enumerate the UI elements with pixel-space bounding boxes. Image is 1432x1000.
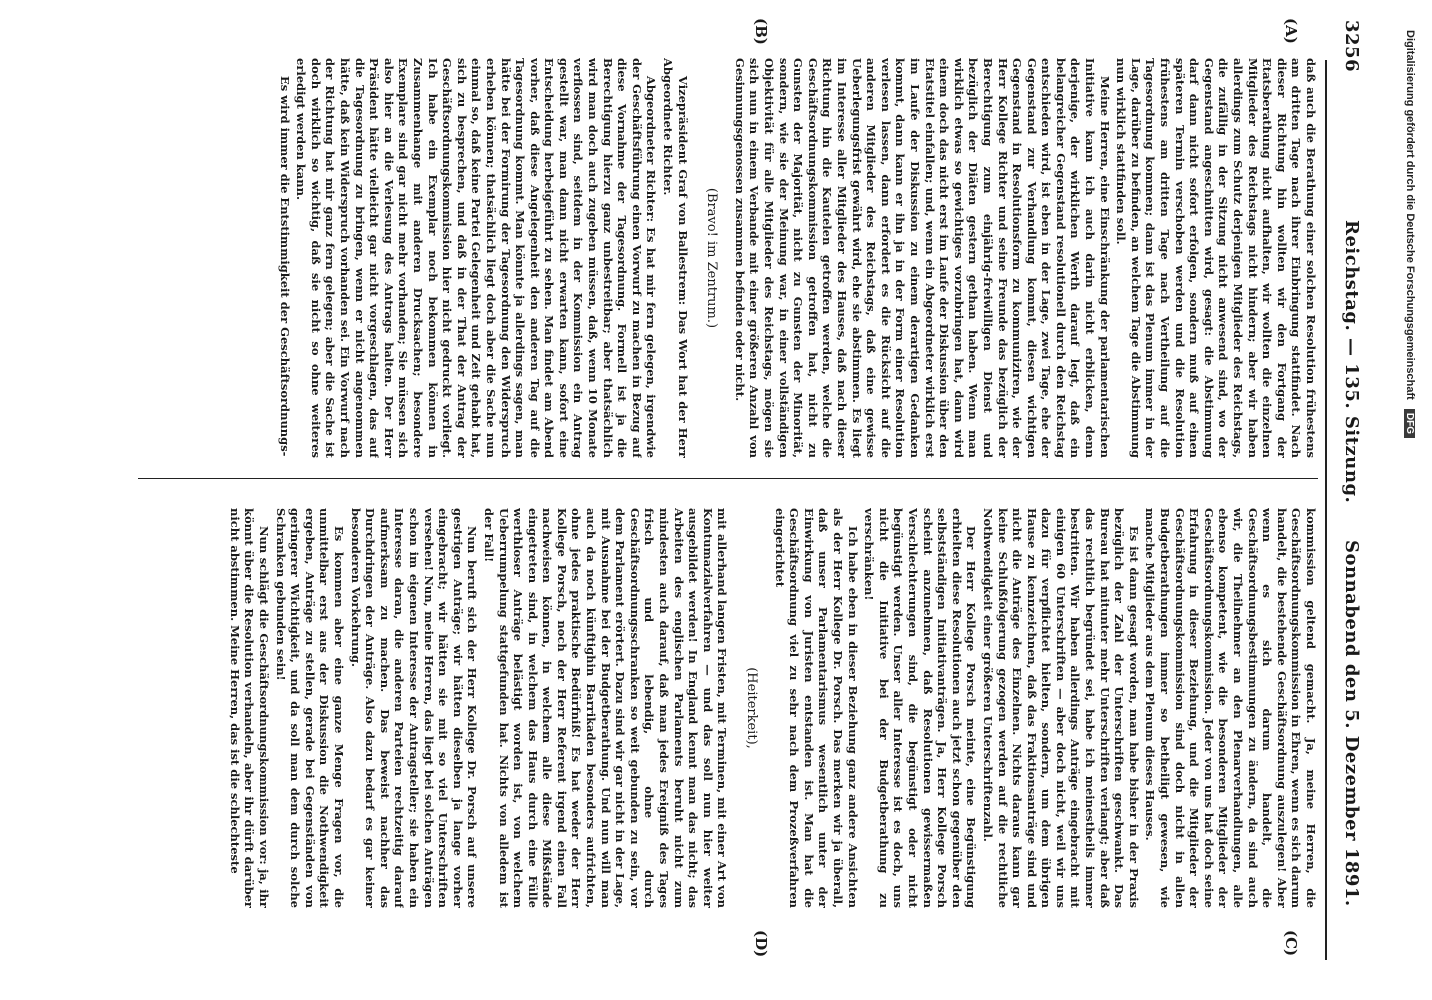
paragraph: Meine Herren, eine Einschränkung der parlamentarischen Initiative kann ich auch darin nicht erblicken, denn derjenige, der wirklichen Werth darauf legt, daß ein belangreicher Gegenstand resolutionell durch den Reichstag entschieden wird, ist eben in der Lage, zwei Tage, ehe der Gegenstand zur Verhandlung kommt, diesen wichtigen Gegenstand in Resolutionsform zu kommuniziren, wie der Herr Kollege Richter und seine Freunde das bezüglich der Berechtigung zum einjährig-freiwilligen Dienst und bezüglich der Diäten gestern gethan haben. Wenn man wirklich etwas so gewichtiges vorzubringen hat, dann wird einem doch das nicht erst im Laufe der Diskussion über den Etatstitel einfallen; und, wenn ein Abgeordneter wirklich erst im Laufe der Diskussion zu einem derartigen Gedanken kommt, dann kann er ihn ja in der Form einer Resolution verlesen lassen, dann erfordert es die Rücksicht auf die anderen Mitglieder des Reichstags, daß eine gewisse Ueberlegungsfrist gewährt wird, ehe sie abstimmen. Es liegt im Interesse aller Mitglieder des Hauses, daß nach dieser Richtung hin die Kautelen getroffen werden, welche die Geschäftsordnungskommission getroffen hat, nicht zu Gunsten der Majorität, nicht zu Gunsten der Minorität, sondern, wie sie der Meinung war, in einer vollständigen Objektivität für alle Mitglieder des Reichstags, mögen sie sich nun in einem Verbande mit einer größeren Anzahl von Gesinnungsgenossen zusammen befinden oder nicht. <box>732 58 1112 458</box>
right-column <box>138 508 1318 908</box>
column-divider <box>138 478 1318 479</box>
page-number: 3256 <box>1341 20 1362 73</box>
paragraph: kommission geltend gemacht. Ja, meine Herren, die Geschäftsordnungskommission in Ehren, wenn es sich darum handelt, die bestehende Geschäftsordnung auszulegen! Aber wenn es sich darum handelt, die Geschäftsordnungsbestimmungen zu ändern, da sind auch wir, die Theilnehmer an den Plenarverhandlungen, alle ebenso kompetent, wie die besonderen Mitglieder der Geschäftsordnungskommission. Jeder von uns hat doch seine Erfahrung in dieser Beziehung, und die Mitglieder der Geschäftsordnungskommission sind doch nicht in allen Budgetberathungen immer so betheiligt gewesen, wie manche Mitglieder aus dem Plenum dieses Hauses. <box>1143 508 1318 908</box>
paragraph: Ich habe eben in dieser Beziehung ganz andere Ansichten als der Herr Kollege Dr. Porsch. Das merken wir ja überall, daß unser Parlamentarismus wesentlich unter der Einwirkung von Juristen entstanden ist. Man hat die Geschäftsordnung viel zu sehr nach dem Prozeßverfahren eingerichtet <box>772 508 860 908</box>
margin-mark-d: (D) <box>752 930 770 958</box>
left-column <box>138 58 1318 458</box>
dfg-logo: DFG <box>1404 409 1415 438</box>
session-date: Sonnabend den 5. Dezember 1891. <box>1341 540 1362 907</box>
paragraph: Der Herr Kollege Porsch meinte, eine Begünstigung erhielten diese Resolutionen auch jetzt schon gegenüber den selbstständigen Initiativanträgen. Ja, Herr Kollege Porsch scheint anzunehmen, daß Resolutionen gewissermaßen Verschlechterungen sind, die begünstigt oder nicht begünstigt werden. Unser aller Interesse ist es doch, uns nicht die Initiative bei der Budgetberathung zu verschränken! <box>862 508 979 908</box>
paragraph: Nun beruft sich der Herr Kollege Dr. Porsch auf unsere gestrigen Anträge; wir hätten dieselben ja lange vorher eingebracht; wir hätten sie mit so viel Unterschriften versehen! Nun, meine Herren, das liegt bei solchen Anträgen schon im eigenen Interesse der Antragsteller; sie haben ein Interesse daran, die anderen Parteien rechtzeitig darauf aufmerksam zu machen. Das beweist nachher das Durchdringen der Anträge. Also dazu bedarf es gar keiner besonderen Vorkehrung. <box>348 508 480 908</box>
running-head <box>1332 20 1362 950</box>
paragraph: Es kommen aber eine ganze Menge Fragen vor, die unmittelbar erst aus der Diskussion die Nothwendigkeit ergeben, Anträge zu stellen, gerade bei Gegenständen von geringerer Wichtigkeit, und da soll man dem durch solche Schranken gebunden sein! <box>273 508 346 908</box>
paragraph: Abgeordneter Richter: Es hat mir fern gelegen, irgendwie der Geschäftsführung einen Vorwurf zu machen in Bezug auf diese Vornahme der Tagesordnung. Formell ist ja die Berechtigung hierzu ganz unbestreitbar; aber thatsächlich wird man doch auch zugeben müssen, daß, wenn 10 Monate verflossen sind, seitdem in der Kommission ein Antrag gestellt war, man dann nicht erwarten kann, sofort eine Entscheidung herbeigeführt zu sehen. Man findet am Abend vorher, daß diese Angelegenheit den anderen Tag auf die Tagesordnung kommt. Man könnte ja allerdings sagen, man hätte bei der Formirung der Tagesordnung den Widerspruch erheben können; thatsächlich liegt doch aber die Sache nun einmal so, daß keine Partei Gelegenheit und Zeit gehabt hat, sich zu besprechen, und daß in der That der Antrag der Geschäftsordnungskommission hier nicht gedruckt vorliegt. Ich habe ein Exemplar noch bekommen können in Zusammenhange mit anderen Drucksachen; besondere Exemplare sind gar nicht mehr vorhanden; Sie müssen sich also hier an die Verlesung des Antrags halten. Der Herr Präsident hätte vielleicht gar nicht vorgeschlagen, das auf die Tagesordnung zu bringen, wenn er nicht angenommen hätte, daß kein Widerspruch vorhanden sei. Ein Vorwurf nach der Richtung hat mir ganz fern gelegen; aber die Sache ist doch wirklich so wichtig, daß sie nicht so ohne weiteres erledigt werden kann. <box>294 58 659 458</box>
margin-mark-b: (B) <box>752 18 770 45</box>
paragraph: Vizepräsident Graf von Ballestrem: Das Wort hat der Herr Abgeordnete Richter. <box>661 58 690 458</box>
paragraph: daß auch die Berathung einer solchen Resolution frühestens am dritten Tage nach ihrer Einbringung stattfindet. Nach dieser Richtung hin wollten wir den Fortgang der Etatsberathung nicht aufhalten, wir wollten die einzelnen Mitglieder des Reichstags nicht hindern; aber wir haben allerdings zum Schutz derjenigen Mitglieder des Reichstags, die zufällig in der Sitzung nicht anwesend sind, wo der Gegenstand angeschnitten wird, gesagt: die Abstimmung darf dann nicht sofort erfolgen, sondern muß auf einen späteren Termin verschoben werden und die Resolution frühestens am dritten Tage nach Vertheilung auf die Tagesordnung kommen; dann ist das Plenum immer in der Lage, darüber zu befinden, an welchem Tage die Abstimmung nun wirklich stattfinden soll. <box>1114 58 1318 458</box>
interjection: (Heiterkeit), <box>744 667 760 749</box>
paragraph: Es wird immer die Entstimmigkeit der Geschäftsordnungs- <box>277 76 292 457</box>
interjection: (Bravo! im Zentrum.) <box>704 187 720 329</box>
paragraph: mit allerhand langen Fristen, mit Terminen, mit einer Art von Kontumazialverfahren — und das soll nun hier weiter ausgebildet werden! In England kennt man das nicht; das Arbeiten des englischen Parlaments beruht nicht zum mindesten auch darauf, daß man jedes Ereigniß des Tages frisch und lebendig, ohne durch Geschäftsordnungsschranken so weit gebunden zu sein, vor dem Parlament erörtert. Dazu sind wir gar nicht in der Lage, mit Ausnahme bei der Budgetberathung. Und nun will man auch da noch künftighin Barrikaden besonders aufrichten, ohne jedes praktische Bedürfniß! Es hat weder der Herr Kollege Porsch, noch der Herr Referent irgend einen Fall nachweisen können, in welchem alle diese Mißstände eingetreten sind, in welchem das Haus durch eine Fülle werthloser Anträge belästigt worden ist, von welchem Ueberrumpelung stattgefunden hat. Nichts von alledem ist der Fall! <box>481 508 730 908</box>
credit-text: Digitalisierung gefördert durch die Deutsche Forschungsgemeinschaft <box>1404 30 1416 400</box>
paragraph: Es ist dann gesagt worden, man habe bisher in der Praxis bezüglich der Zahl der Unterschriften geschwankt. Das Bureau hat mitunter mehr Unterschriften verlangt; aber daß das rechtlich begründet sei, habe ich meinestheils immer bestritten. Wir haben allerdings Anträge eingebracht mit einigen 60 Unterschriften — aber doch nicht, weil wir uns dazu für verpflichtet hielten, sondern, um dem übrigen Hause zu kennzeichnen, daß das Fraktionsanträge sind und nicht die Anträge des Einzelnen. Nichts daraus kann gar keine Schlußfolgerung gezogen werden auf die rechtliche Nothwendigkeit einer größeren Unterschriftenzahl. <box>980 508 1141 908</box>
header-rule <box>1325 60 1327 960</box>
paragraph: Nun schlägt die Geschäftsordnungskommission vor: ja, ihr könnt über die Resolution verhandeln, aber ihr dürft darüber nicht abstimmen. Meine Herren, das ist die schlechteste <box>227 508 272 908</box>
document-page <box>50 0 1390 980</box>
session-title: Reichstag. — 135. Sitzung. <box>1341 220 1362 504</box>
digitization-credit <box>1402 30 1426 970</box>
margin-mark-c: (C) <box>1282 930 1300 957</box>
margin-mark-a: (A) <box>1282 18 1300 44</box>
